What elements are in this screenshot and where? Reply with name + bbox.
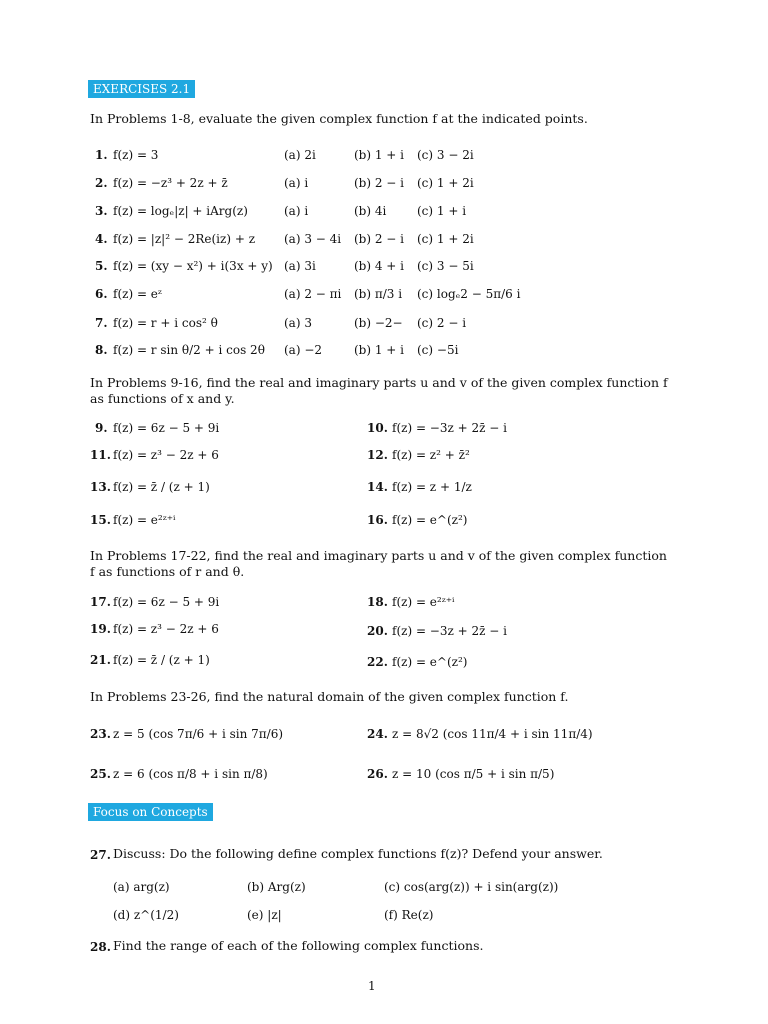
problem-function: f(z) = |z|² − 2Re(iz) + z <box>113 232 256 246</box>
problem-number: 9. <box>95 421 108 435</box>
point-b: (b) 1 + i <box>354 148 405 162</box>
problem-number: 27. <box>90 848 111 862</box>
problem-number: 26. <box>367 767 388 781</box>
point-a: (a) −2 <box>284 343 323 357</box>
problem-number: 10. <box>367 421 388 435</box>
problems-1-8-intro: In Problems 1-8, evaluate the given complex function f at the indicated points. <box>90 111 588 126</box>
problem-number: 13. <box>90 480 111 494</box>
point-a: (a) 2i <box>284 148 316 162</box>
problem-number: 7. <box>95 316 108 330</box>
problem-function: z = 5 (cos 7π/6 + i sin 7π/6) <box>113 727 284 741</box>
problem-number: 8. <box>95 343 108 357</box>
problem-function: f(z) = 6z − 5 + 9i <box>113 421 220 435</box>
option-a: (a) arg(z) <box>113 880 170 894</box>
option-b: (b) Arg(z) <box>247 880 306 894</box>
option-f: (f) Re(z) <box>384 908 434 922</box>
problem-number: 11. <box>90 448 111 462</box>
problem-number: 4. <box>95 232 108 246</box>
problem-number: 6. <box>95 287 108 301</box>
point-a: (a) 3 <box>284 316 312 330</box>
problem-function: f(z) = z³ − 2z + 6 <box>113 448 219 462</box>
problem-27-text: Discuss: Do the following define complex functions f(z)? Defend your answer. <box>113 846 603 861</box>
point-a: (a) i <box>284 176 309 190</box>
point-b: (b) 1 + i <box>354 343 405 357</box>
page-number: 1 <box>368 979 376 993</box>
problem-number: 17. <box>90 595 111 609</box>
problem-number: 15. <box>90 513 111 527</box>
problems-9-16-intro: In Problems 9-16, find the real and imaginary parts u and v of the given complex function f as functions of x and y. <box>90 375 668 406</box>
problem-function: f(z) = z³ − 2z + 6 <box>113 622 219 636</box>
problem-number: 2. <box>95 176 108 190</box>
problem-number: 24. <box>367 727 388 741</box>
problem-number: 23. <box>90 727 111 741</box>
point-a: (a) 3i <box>284 259 316 273</box>
problem-function: f(z) = e²ᶻ⁺ⁱ <box>392 595 455 609</box>
problem-function: f(z) = z̄ / (z + 1) <box>113 653 210 667</box>
problem-function: f(z) = −3z + 2z̄ − i <box>392 421 507 435</box>
problems-23-26-intro: In Problems 23-26, find the natural domain of the given complex function f. <box>90 689 569 704</box>
problem-number: 18. <box>367 595 388 609</box>
problem-function: f(z) = z² + z̄² <box>392 448 470 462</box>
point-c: (c) 3 − 2i <box>417 148 474 162</box>
option-c: (c) cos(arg(z)) + i sin(arg(z)) <box>384 880 559 894</box>
point-b: (b) 4 + i <box>354 259 405 273</box>
point-b: (b) 2 − i <box>354 176 405 190</box>
point-b: (b) 2 − i <box>354 232 405 246</box>
problem-function: f(z) = e²ᶻ⁺ⁱ <box>113 513 176 527</box>
option-d: (d) z^(1/2) <box>113 908 179 922</box>
problem-function: f(z) = r + i cos² θ <box>113 316 218 330</box>
problem-function: f(z) = e^(z²) <box>392 655 468 669</box>
problem-function: f(z) = (xy − x²) + i(3x + y) <box>113 259 273 273</box>
problem-function: z = 10 (cos π/5 + i sin π/5) <box>392 767 555 781</box>
focus-on-concepts-badge: Focus on Concepts <box>88 803 213 821</box>
problem-number: 28. <box>90 940 111 954</box>
point-c: (c) −5i <box>417 343 459 357</box>
point-a: (a) 3 − 4i <box>284 232 342 246</box>
problem-number: 16. <box>367 513 388 527</box>
point-c: (c) 1 + 2i <box>417 176 474 190</box>
problem-number: 1. <box>95 148 108 162</box>
problem-function: f(z) = logₑ|z| + iArg(z) <box>113 204 248 218</box>
point-b: (b) π/3 i <box>354 287 403 301</box>
point-c: (c) 2 − i <box>417 316 467 330</box>
section-badge: EXERCISES 2.1 <box>88 80 195 98</box>
point-c: (c) 1 + i <box>417 204 467 218</box>
point-c: (c) 1 + 2i <box>417 232 474 246</box>
problem-function: z = 6 (cos π/8 + i sin π/8) <box>113 767 268 781</box>
problems-17-22-intro: In Problems 17-22, find the real and imaginary parts u and v of the given complex function f as functions of r and θ. <box>90 548 667 579</box>
problem-number: 3. <box>95 204 108 218</box>
problem-function: f(z) = −z³ + 2z + z̄ <box>113 176 228 190</box>
problem-function: f(z) = e^(z²) <box>392 513 468 527</box>
problem-function: f(z) = eᶻ <box>113 287 162 301</box>
problem-function: f(z) = z + 1/z <box>392 480 472 494</box>
problem-number: 22. <box>367 655 388 669</box>
point-a: (a) i <box>284 204 309 218</box>
problem-number: 12. <box>367 448 388 462</box>
problem-function: f(z) = −3z + 2z̄ − i <box>392 624 507 638</box>
problem-function: z = 8√2 (cos 11π/4 + i sin 11π/4) <box>392 727 593 741</box>
problem-number: 19. <box>90 622 111 636</box>
point-c: (c) 3 − 5i <box>417 259 474 273</box>
problem-number: 21. <box>90 653 111 667</box>
point-c: (c) logₑ2 − 5π/6 i <box>417 287 521 301</box>
problem-function: f(z) = 6z − 5 + 9i <box>113 595 220 609</box>
point-a: (a) 2 − πi <box>284 287 342 301</box>
problem-function: f(z) = z̄ / (z + 1) <box>113 480 210 494</box>
problem-number: 5. <box>95 259 108 273</box>
point-b: (b) −2− <box>354 316 403 330</box>
problem-function: f(z) = 3 <box>113 148 159 162</box>
problem-number: 25. <box>90 767 111 781</box>
problem-number: 14. <box>367 480 388 494</box>
problem-28-text: Find the range of each of the following complex functions. <box>113 938 484 953</box>
point-b: (b) 4i <box>354 204 387 218</box>
option-e: (e) |z| <box>247 908 282 922</box>
problem-number: 20. <box>367 624 388 638</box>
problem-function: f(z) = r sin θ/2 + i cos 2θ <box>113 343 265 357</box>
